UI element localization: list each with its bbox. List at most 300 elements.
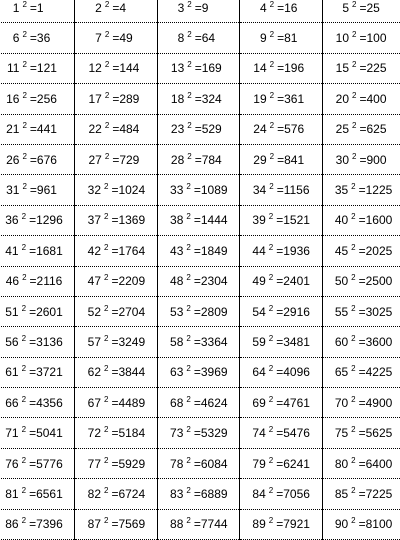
square-cell [157,84,239,114]
square-result: =5041 [29,426,63,441]
square-cell [75,205,157,235]
base-number: 34 [252,183,267,198]
square-result: =2116 [29,274,63,289]
exponent: 2 [186,455,191,465]
square-result: =1444 [193,213,228,228]
base-number: 28 [170,152,185,167]
base-number: 62 [87,365,101,380]
square-result: =841 [277,152,305,167]
square-cell [322,357,400,387]
square-cell [0,418,75,448]
base-number: 87 [87,517,101,532]
base-number: 54 [252,304,266,319]
base-number: 41 [5,243,19,258]
base-number: 9 [259,31,267,46]
base-number: 83 [170,486,184,501]
base-number: 66 [5,395,19,410]
square-cell [240,509,322,539]
square-result: =169 [194,61,222,76]
exponent: 2 [22,121,27,131]
base-number: 67 [87,395,101,410]
base-number: 74 [252,426,266,441]
square-cell [322,205,400,235]
square-cell [322,388,400,418]
square-result: =3600 [358,334,393,349]
base-number: 33 [170,183,184,198]
square-result: =3364 [193,334,228,349]
base-number: 32 [87,183,101,198]
square-result: =5625 [358,426,393,441]
square-cell [0,53,75,83]
square-result: =3844 [111,365,146,380]
square-result: =576 [277,122,305,137]
square-cell [322,509,400,539]
exponent: 2 [104,516,109,526]
square-result: =6400 [358,456,393,471]
exponent: 2 [268,303,274,313]
square-cell [240,175,322,205]
base-number: 18 [170,91,185,106]
square-cell [0,205,75,235]
exponent: 2 [351,394,356,404]
base-number: 23 [170,122,185,137]
square-result: =3136 [29,334,63,349]
exponent: 2 [187,121,192,131]
base-number: 29 [253,152,267,167]
square-result: =7569 [111,517,146,532]
square-cell [322,84,400,114]
square-cell [0,509,75,539]
table-row [0,23,400,53]
base-number: 53 [170,304,184,319]
base-number: 2 [95,0,102,15]
square-result: =5476 [276,426,310,441]
square-cell [157,479,239,509]
exponent: 2 [104,425,109,435]
square-cell [240,479,322,509]
square-result: =4356 [29,395,63,410]
square-result: =1936 [276,243,310,258]
table-row [0,144,400,174]
square-cell [157,448,239,478]
square-cell [157,388,239,418]
exponent: 2 [269,121,275,131]
base-number: 63 [170,365,184,380]
exponent: 2 [268,394,274,404]
base-number: 15 [335,61,350,76]
square-cell [0,23,75,53]
square-cell [322,53,400,83]
base-number: 20 [335,91,350,106]
table-row [0,266,400,296]
square-result: =441 [29,122,57,137]
table-row [0,448,400,478]
exponent: 2 [352,151,357,161]
base-number: 22 [88,122,102,137]
base-number: 5 [342,0,350,15]
square-result: =3969 [193,365,228,380]
square-result: =2401 [276,274,310,289]
base-number: 49 [252,274,266,289]
exponent: 2 [268,516,274,526]
square-result: =7744 [193,517,228,532]
base-number: 13 [170,61,185,76]
square-result: =4624 [193,395,228,410]
base-number: 90 [334,517,349,532]
table-row [0,0,400,23]
square-cell [157,296,239,326]
exponent: 2 [269,151,275,161]
table-row [0,509,400,539]
exponent: 2 [104,182,109,192]
base-number: 11 [7,61,20,76]
exponent: 2 [21,485,27,495]
exponent: 2 [21,425,27,435]
exponent: 2 [186,212,191,222]
base-number: 44 [252,243,266,258]
square-cell [75,175,157,205]
exponent: 2 [351,242,356,252]
square-result: =2916 [276,304,310,319]
square-result: =1156 [276,183,310,198]
exponent: 2 [186,485,191,495]
exponent: 2 [351,212,356,222]
exponent: 2 [187,30,192,40]
square-result: =2704 [111,304,146,319]
exponent: 2 [21,212,27,222]
square-cell [157,418,239,448]
square-result: =4225 [358,365,393,380]
exponent: 2 [268,485,274,495]
square-result: =6724 [111,486,146,501]
square-cell [240,205,322,235]
square-result: =2601 [29,304,63,319]
square-result: =5329 [193,426,228,441]
base-number: 70 [334,395,349,410]
base-number: 88 [170,517,184,532]
square-result: =324 [194,91,222,106]
base-number: 75 [334,426,349,441]
base-number: 43 [170,243,184,258]
square-result: =729 [112,152,140,167]
exponent: 2 [351,182,356,192]
base-number: 58 [170,334,184,349]
square-result: =4761 [276,395,310,410]
exponent: 2 [351,273,356,283]
exponent: 2 [104,30,110,40]
square-cell [0,327,75,357]
square-result: =196 [277,61,305,76]
square-cell [240,84,322,114]
base-number: 3 [177,0,185,15]
exponent: 2 [104,212,109,222]
base-number: 26 [6,152,20,167]
exponent: 2 [186,516,191,526]
exponent: 2 [186,242,191,252]
square-cell [0,479,75,509]
square-cell [75,327,157,357]
square-cell [0,0,75,23]
base-number: 40 [334,213,349,228]
square-cell [75,418,157,448]
square-cell [322,266,400,296]
square-result: =961 [29,183,57,198]
square-cell [157,509,239,539]
square-result: =7396 [29,517,63,532]
base-number: 48 [170,274,184,289]
exponent: 2 [269,90,275,100]
square-cell [157,266,239,296]
base-number: 59 [252,334,266,349]
square-result: =900 [359,152,387,167]
square-cell [240,418,322,448]
square-cell [0,236,75,266]
base-number: 38 [170,213,184,228]
exponent: 2 [351,455,356,465]
square-cell [157,23,239,53]
exponent: 2 [21,516,27,526]
square-cell [157,205,239,235]
square-cell [322,0,400,23]
square-result: =2025 [358,243,393,258]
exponent: 2 [104,121,110,131]
square-result: =6561 [29,486,63,501]
square-cell [322,418,400,448]
base-number: 10 [335,31,350,46]
exponent: 2 [22,273,27,283]
square-cell [75,266,157,296]
square-cell [322,114,400,144]
square-cell [0,448,75,478]
base-number: 86 [5,517,19,532]
base-number: 25 [335,122,350,137]
exponent: 2 [186,394,191,404]
square-result: =1089 [193,183,228,198]
base-number: 19 [253,91,267,106]
square-result: =1521 [276,213,310,228]
exponent: 2 [268,425,274,435]
table-row [0,388,400,418]
exponent: 2 [22,60,27,70]
square-result: =7921 [276,517,310,532]
exponent: 2 [104,90,110,100]
exponent: 2 [186,333,191,343]
square-result: =3481 [276,334,310,349]
square-cell [157,0,239,23]
square-result: =8100 [358,517,393,532]
square-cell [0,84,75,114]
square-result: =7225 [358,486,393,501]
base-number: 42 [87,243,101,258]
square-result: =49 [112,31,133,46]
square-result: =5929 [111,456,146,471]
exponent: 2 [104,303,109,313]
square-result: =4 [112,0,126,15]
square-cell [322,479,400,509]
base-number: 56 [5,334,19,349]
table-row [0,357,400,387]
square-cell [75,296,157,326]
square-result: =3025 [358,304,393,319]
exponent: 2 [352,30,357,40]
exponent: 2 [21,455,27,465]
exponent: 2 [269,30,275,40]
table-row [0,114,400,144]
square-cell [75,144,157,174]
base-number: 4 [259,0,267,15]
base-number: 64 [252,365,266,380]
exponent: 2 [22,30,27,40]
square-result: =100 [359,31,387,46]
exponent: 2 [269,60,275,70]
exponent: 2 [351,303,356,313]
square-cell [240,266,322,296]
square-cell [322,175,400,205]
exponent: 2 [104,151,110,161]
exponent: 2 [22,0,27,9]
square-cell [322,144,400,174]
square-cell [0,357,75,387]
exponent: 2 [268,242,274,252]
base-number: 81 [5,486,19,501]
square-result: =256 [29,91,57,106]
exponent: 2 [268,273,274,283]
square-result: =5776 [29,456,63,471]
base-number: 24 [253,122,267,137]
table-row [0,296,400,326]
exponent: 2 [22,151,27,161]
base-number: 1 [12,0,20,15]
square-cell [0,175,75,205]
exponent: 2 [352,60,357,70]
square-result: =4900 [358,395,393,410]
square-cell [0,266,75,296]
square-result: =16 [277,0,298,15]
exponent: 2 [104,394,109,404]
exponent: 2 [187,60,192,70]
square-cell [0,114,75,144]
square-result: =529 [194,122,222,137]
exponent: 2 [21,242,27,252]
base-number: 84 [252,486,266,501]
exponent: 2 [351,425,356,435]
table-row [0,418,400,448]
exponent: 2 [22,182,27,192]
square-cell [157,53,239,83]
exponent: 2 [351,364,356,374]
square-result: =1296 [29,213,63,228]
square-cell [157,114,239,144]
table-row [0,236,400,266]
exponent: 2 [352,0,357,9]
exponent: 2 [351,516,356,526]
exponent: 2 [186,182,191,192]
base-number: 76 [5,456,19,471]
square-cell [322,23,400,53]
exponent: 2 [104,273,109,283]
base-number: 52 [87,304,101,319]
square-cell [240,448,322,478]
table-row [0,327,400,357]
base-number: 50 [334,274,349,289]
base-number: 35 [334,183,349,198]
square-result: =2809 [193,304,228,319]
square-result: =2209 [111,274,146,289]
square-result: =4096 [276,365,310,380]
square-result: =6241 [276,456,310,471]
base-number: 78 [170,456,184,471]
square-cell [75,84,157,114]
square-cell [322,296,400,326]
square-result: =1024 [111,183,146,198]
square-cell [0,296,75,326]
square-cell [157,236,239,266]
exponent: 2 [186,425,191,435]
square-result: =784 [194,152,222,167]
exponent: 2 [187,151,192,161]
base-number: 72 [87,426,101,441]
square-cell [240,236,322,266]
square-result: =1764 [111,243,146,258]
base-number: 12 [88,61,102,76]
square-result: =144 [112,61,140,76]
square-cell [0,144,75,174]
base-number: 89 [252,517,266,532]
base-number: 17 [88,91,102,106]
square-cell [75,509,157,539]
square-cell [75,0,157,23]
base-number: 85 [334,486,349,501]
square-cell [240,357,322,387]
base-number: 68 [170,395,184,410]
base-number: 77 [87,456,101,471]
base-number: 82 [87,486,101,501]
exponent: 2 [104,60,110,70]
square-cell [322,236,400,266]
base-number: 71 [5,426,19,441]
exponent: 2 [351,485,356,495]
base-number: 30 [335,152,350,167]
table-row [0,479,400,509]
square-result: =625 [359,122,387,137]
square-cell [157,357,239,387]
square-cell [157,144,239,174]
square-result: =676 [29,152,57,167]
square-result: =2500 [358,274,393,289]
square-cell [240,296,322,326]
base-number: 39 [252,213,266,228]
exponent: 2 [104,0,110,9]
square-cell [75,448,157,478]
square-result: =4489 [111,395,146,410]
square-result: =289 [112,91,140,106]
square-cell [240,144,322,174]
exponent: 2 [351,333,356,343]
square-result: =2304 [193,274,228,289]
exponent: 2 [104,455,109,465]
square-cell [240,23,322,53]
base-number: 31 [6,183,20,198]
base-number: 55 [334,304,349,319]
square-result: =3249 [111,334,146,349]
square-result: =1369 [111,213,146,228]
base-number: 60 [334,334,349,349]
base-number: 73 [170,426,184,441]
exponent: 2 [104,485,109,495]
square-result: =361 [277,91,305,106]
square-cell [240,53,322,83]
exponent: 2 [21,394,27,404]
